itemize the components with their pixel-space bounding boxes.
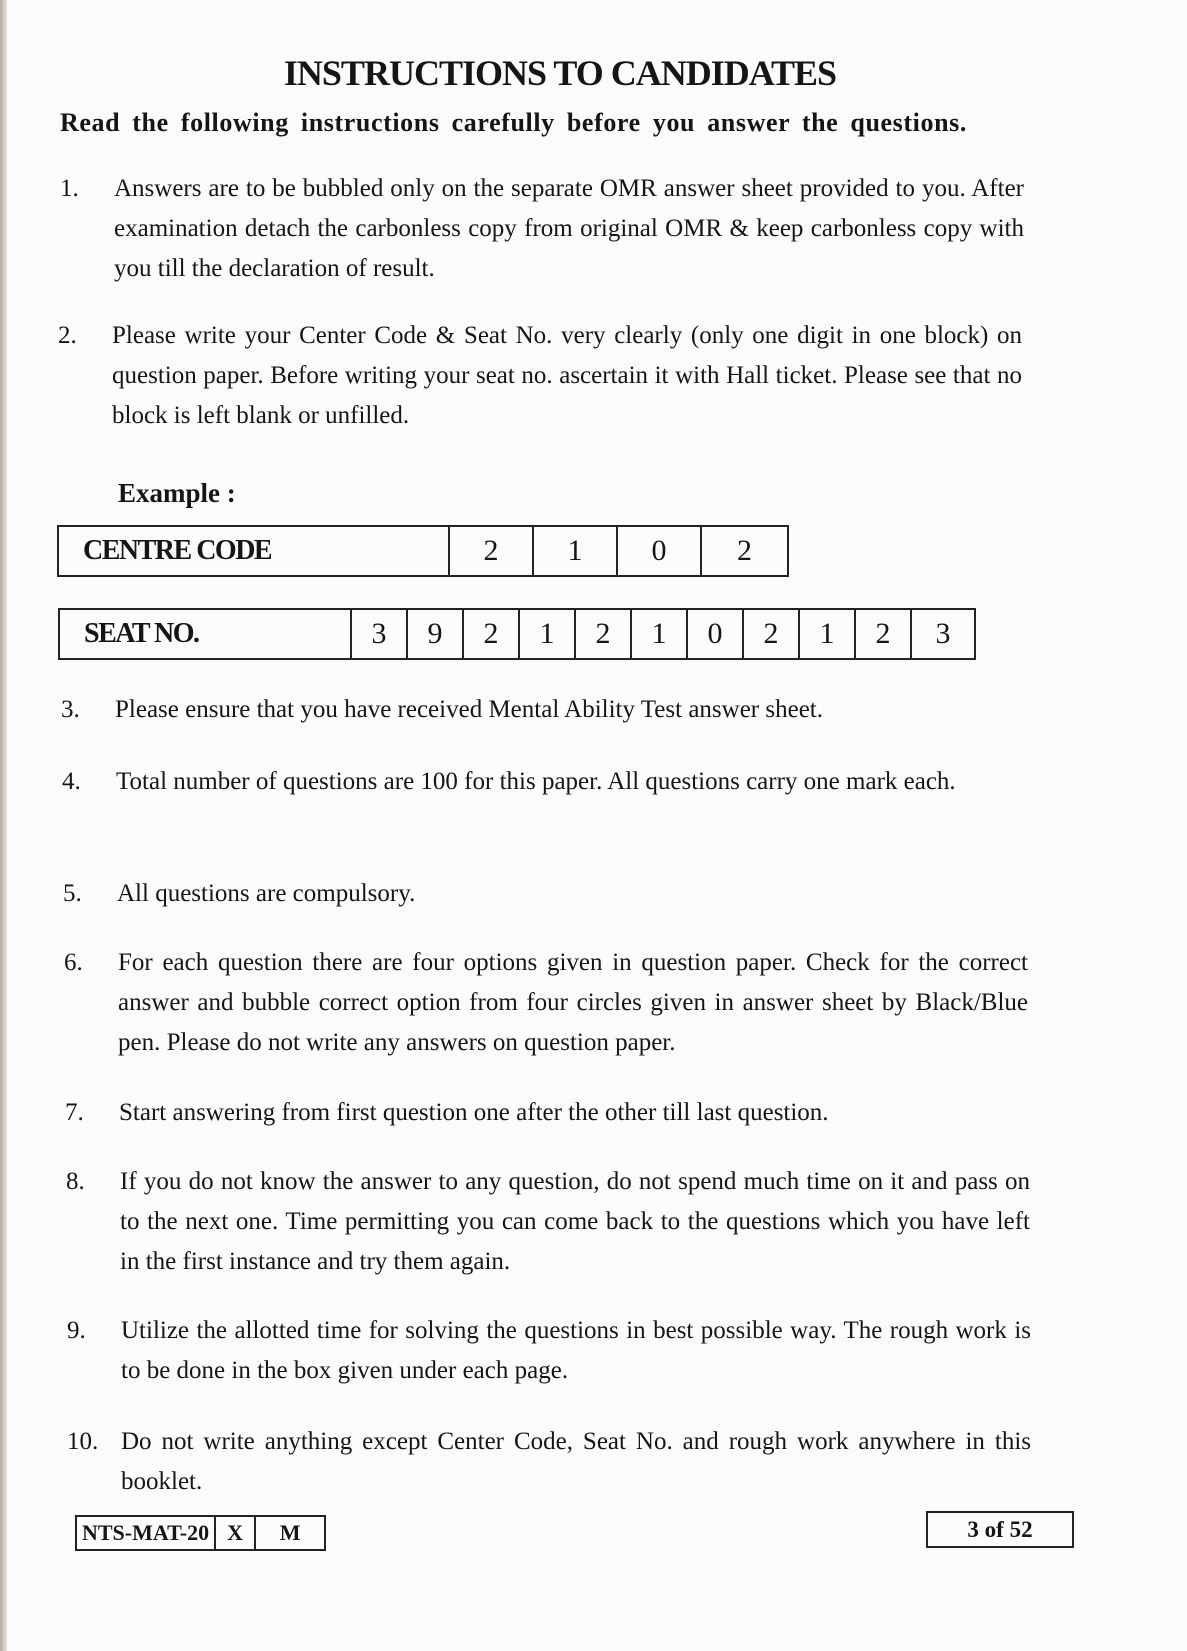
instruction-number: 5. <box>63 880 82 907</box>
instruction-text: Please ensure that you have received Mental Ability Test answer sheet. <box>115 696 823 723</box>
seat-no-digit: 1 <box>800 610 856 658</box>
seat-no-digit: 9 <box>408 610 464 658</box>
centre-code-label: CENTRE CODE <box>59 527 450 575</box>
instruction-number: 2. <box>58 322 77 349</box>
instruction-text: Answers are to be bubbled only on the separate OMR answer sheet provided to you. After examination detach the carbonless copy from original OMR & keep carbonless copy with you till the declaration of result. <box>114 175 1024 282</box>
centre-code-digit: 0 <box>618 527 702 575</box>
instructions-subtitle: Read the following instructions carefully before you answer the questions. <box>60 108 967 137</box>
seat-no-digit: 2 <box>576 610 632 658</box>
seat-no-digit: 2 <box>856 610 912 658</box>
instruction-number: 7. <box>65 1099 84 1126</box>
centre-code-digit: 1 <box>534 527 618 575</box>
seat-no-digit: 1 <box>520 610 576 658</box>
seat-no-digit: 3 <box>352 610 408 658</box>
centre-code-table <box>57 525 789 577</box>
instruction-number: 8. <box>66 1168 85 1195</box>
page-number-box: 3 of 52 <box>926 1511 1074 1548</box>
seat-no-label: SEAT NO. <box>60 610 352 658</box>
instruction-number: 6. <box>64 949 83 976</box>
instruction-text: If you do not know the answer to any question, do not spend much time on it and pass on to the next one. Time permitting you can come back to the questions which you have left in the first instance and try them again. <box>120 1168 1030 1275</box>
seat-no-table <box>58 608 976 660</box>
seat-no-digit: 2 <box>744 610 800 658</box>
seat-no-digit: 1 <box>632 610 688 658</box>
page-edge-shadow <box>0 0 7 1651</box>
centre-code-digit: 2 <box>450 527 534 575</box>
instruction-text: Utilize the allotted time for solving the questions in best possible way. The rough work is to be done in the box given under each page. <box>121 1317 1031 1384</box>
paper-code-box <box>75 1515 326 1551</box>
seat-no-digit: 3 <box>935 617 951 650</box>
instruction-text: All questions are compulsory. <box>117 880 416 907</box>
instruction-number: 10. <box>67 1428 99 1455</box>
instruction-text: Total number of questions are 100 for this paper. All questions carry one mark each. <box>116 768 956 795</box>
seat-no-digit: 0 <box>688 610 744 658</box>
instruction-text: For each question there are four options given in question paper. Check for the correct answer and bubble correct option from four circles given in answer sheet by Black/Blue pen. Please do not write any answers on question paper. <box>118 949 1028 1056</box>
example-label: Example : <box>118 478 236 508</box>
centre-code-digit: 2 <box>737 534 752 567</box>
paper-code-m: M <box>279 1520 301 1545</box>
instruction-text: Do not write anything except Center Code, Seat No. and rough work anywhere in this booklet. <box>121 1428 1031 1495</box>
paper-code-x: X <box>216 1517 256 1549</box>
instruction-text: Start answering from first question one after the other till last question. <box>119 1099 829 1126</box>
instruction-text: Please write your Center Code & Seat No. very clearly (only one digit in one block) on question paper. Before writing your seat no. ascertain it with Hall ticket. Please see that no block is left blank or unfilled. <box>112 322 1022 429</box>
page-title: INSTRUCTIONS TO CANDIDATES <box>283 53 837 93</box>
seat-no-digit: 2 <box>464 610 520 658</box>
instruction-number: 3. <box>61 696 80 723</box>
instruction-number: 1. <box>60 175 79 202</box>
instruction-number: 4. <box>62 768 81 795</box>
paper-code: NTS-MAT-20 <box>77 1517 216 1549</box>
instruction-number: 9. <box>67 1317 86 1344</box>
